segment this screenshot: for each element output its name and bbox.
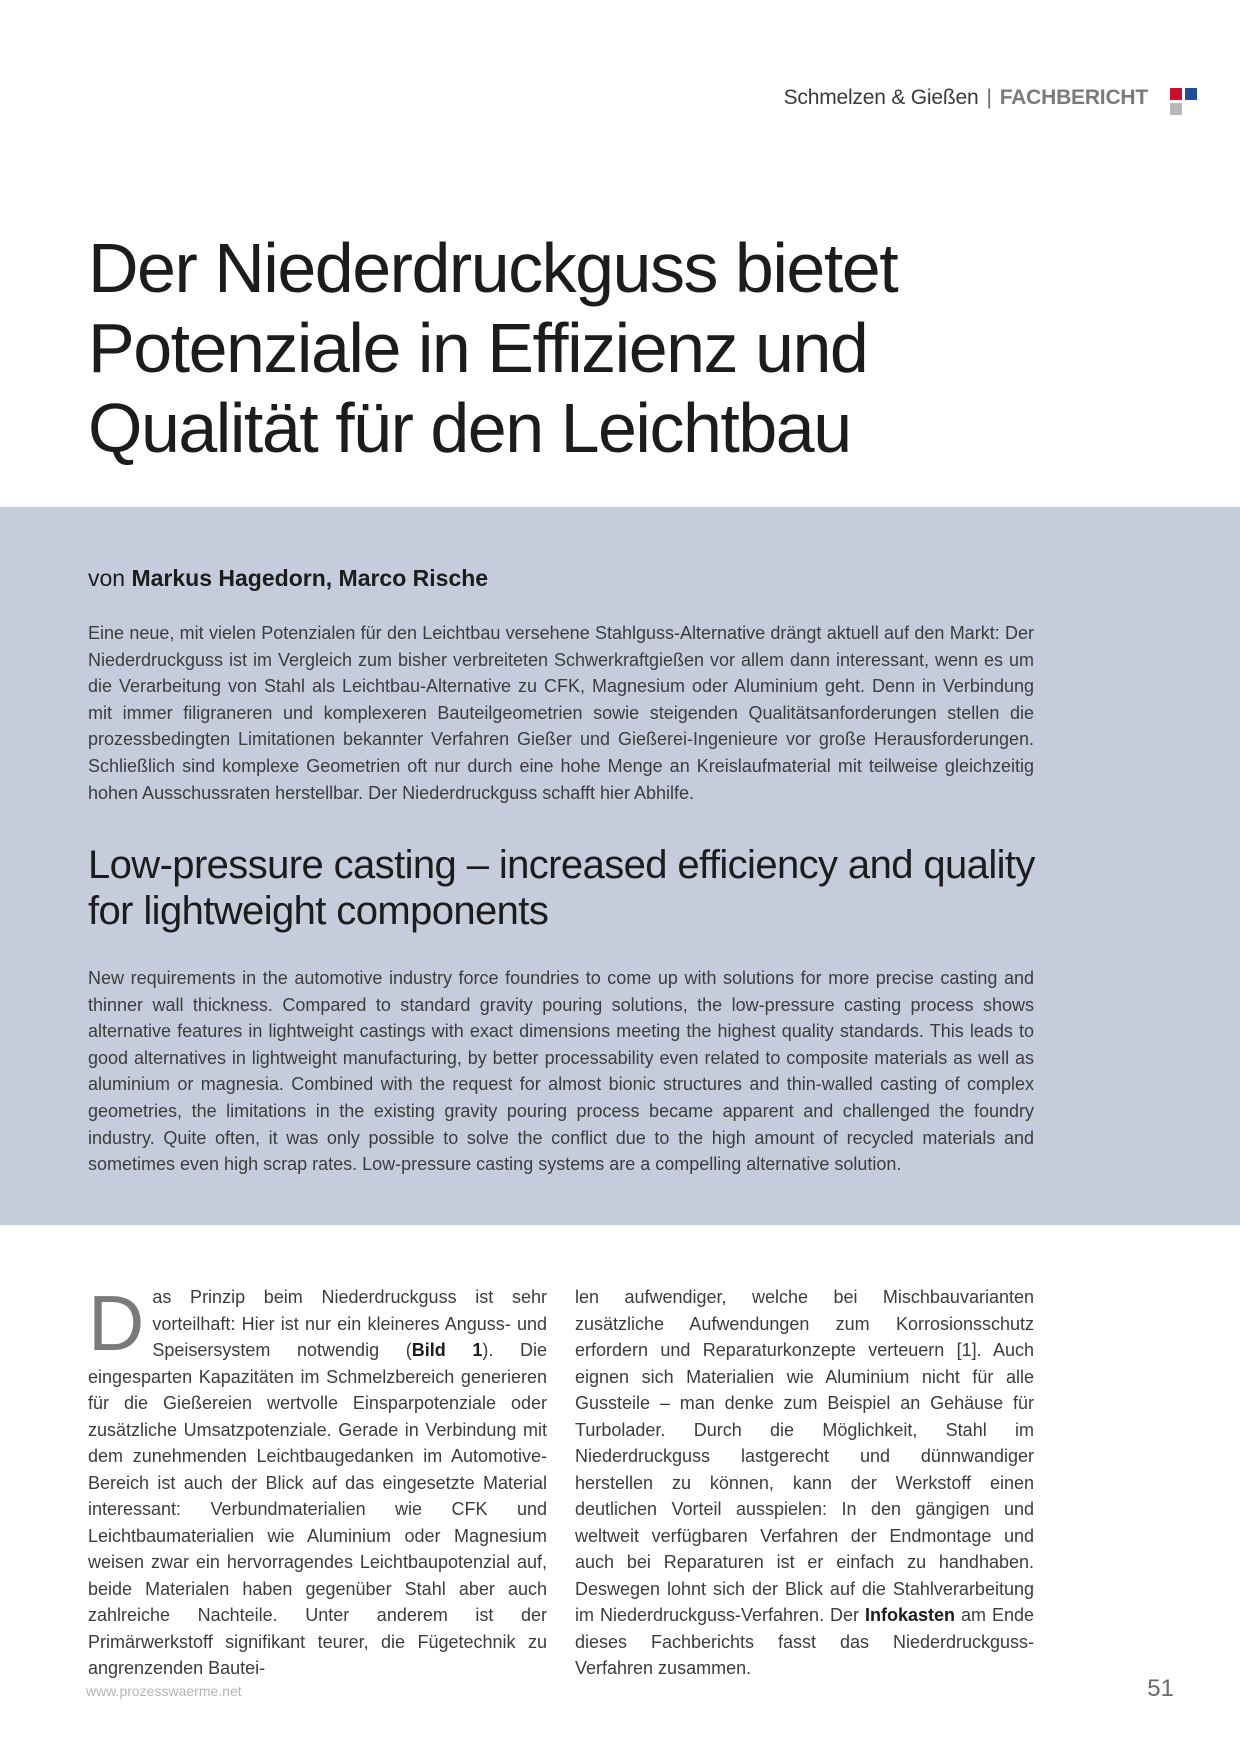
footer-url: www.prozesswaerme.net <box>86 1683 242 1699</box>
abstract-german: Eine neue, mit vielen Potenzialen für den Leichtbau versehene Stahlguss-Alternative drängt aktuell auf den Markt: Der Niederdruckguss ist im Vergleich zum bisher verbreiteten Schwerkraftgießen vor allem dann interessant, wenn es um die Verarbeitung von Stahl als Leichtbau-Alternative zu CFK, Magnesium oder Aluminium geht. Denn in Verbindung mit immer filigraneren und komplexeren Bauteilgeometrien sowie steigenden Qualitätsanforderungen stellen die prozessbedingten Limitationen bekannter Verfahren Gießer und Gießerei-Ingenieure vor große Herausforderungen. Schließlich sind komplexe Geometrien oft nur durch eine hohe Menge an Kreislaufmaterial mit teilweise gleichzeitig hohen Ausschussraten herstellbar. Der Niederdruckguss schafft hier Abhilfe. <box>88 623 1034 803</box>
body-column-right <box>575 1284 1034 1682</box>
article-title <box>88 228 1128 468</box>
figure-reference: Bild 1 <box>411 1340 483 1360</box>
abstract-english: New requirements in the automotive industry force foundries to come up with solutions for more precise casting and thinner wall thickness. Compared to standard gravity pouring solutions, the low-pressure casting process shows alternative features in lightweight castings with exact dimensions meeting the highest quality standards. This leads to good alternatives in lightweight manufacturing, by better processability even related to composite materials as well as aluminium or magnesia. Combined with the request for almost bionic structures and thin-walled casting of complex geometries, the limitations in the existing gravity pouring process became apparent and challenged the foundry industry. Quite often, it was only possible to solve the conflict due to the high amount of recycled materials and sometimes even high scrap rates. Low-pressure casting systems are a compelling alternative solution. <box>88 968 1034 1175</box>
header-category: FACHBERICHT <box>999 86 1148 109</box>
body-text: am Ende dieses Fachberichts fasst das Niederdruckguss-Verfahren zusammen. <box>575 1605 1034 1678</box>
logo-square-grey <box>1170 103 1182 115</box>
logo-square-blue <box>1185 88 1197 100</box>
english-title-line: Low-pressure casting – increased efficiency and quality <box>88 843 1035 887</box>
title-line: Der Niederdruckguss bietet <box>88 229 898 307</box>
page-number: 51 <box>1147 1675 1174 1702</box>
english-title-line: for lightweight components <box>88 889 549 933</box>
publisher-logo-icon <box>1170 88 1200 118</box>
title-line: Qualität für den Leichtbau <box>88 389 851 467</box>
author-names: Markus Hagedorn, Marco Rische <box>131 565 489 591</box>
infobox-reference: Infokasten <box>865 1605 956 1625</box>
body-text: ). Die eingesparten Kapazitäten im Schmelzbereich generieren für die Gießereien wertvolle Einsparpotenziale oder zusätzliche Umsatzpotenziale. Gerade in Verbindung mit dem zunehmenden Leichtbaugedanken im Automotive-Bereich ist auch der Blick auf das eingesetzte Material interessant: Verbundmaterialien wie CFK und Leichtbaumaterialien wie Aluminium oder Magnesium weisen zwar ein hervorragendes Leichtbaupotenzial auf, beide Materialen haben gegenüber Stahl aber auch zahlreiche Nachteile. Unter anderem ist der Primärwerkstoff signifikant teurer, die Fügetechnik zu angrenzenden Bautei- <box>88 1340 547 1678</box>
body-text: as Prinzip beim Niederdruckguss ist sehr vorteilhaft: Hier ist nur ein kleineres Anguss- und Speisersystem notwendig ( <box>152 1287 547 1360</box>
title-line: Potenziale in Effizienz und <box>88 309 868 387</box>
english-title <box>88 842 1148 934</box>
logo-square-red <box>1170 88 1182 100</box>
drop-cap: D <box>88 1279 145 1367</box>
author-prefix: von <box>88 565 126 591</box>
running-header <box>784 86 1148 110</box>
header-separator: | <box>986 86 992 109</box>
author-line <box>88 565 488 592</box>
header-section: Schmelzen & Gießen <box>783 86 979 109</box>
body-text: len aufwendiger, welche bei Mischbauvarianten zusätzliche Aufwendungen zum Korrosionsschutz erfordern und Reparaturkonzepte verteuern [1]. Auch eignen sich Materialien wie Aluminium nicht für alle Gussteile – man denke zum Beispiel an Gehäuse für Turbolader. Durch die Möglichkeit, Stahl im Niederdruckguss lastgerecht und dünnwandiger herstellen zu können, kann der Werkstoff einen deutlichen Vorteil ausspielen: In den gängigen und weltweit verfügbaren Verfahren der Endmontage und auch bei Reparaturen ist er einfach zu handhaben. Deswegen lohnt sich der Blick auf die Stahlverarbeitung im Niederdruckguss-Verfahren. Der <box>575 1287 1034 1625</box>
body-column-left <box>88 1279 547 1682</box>
